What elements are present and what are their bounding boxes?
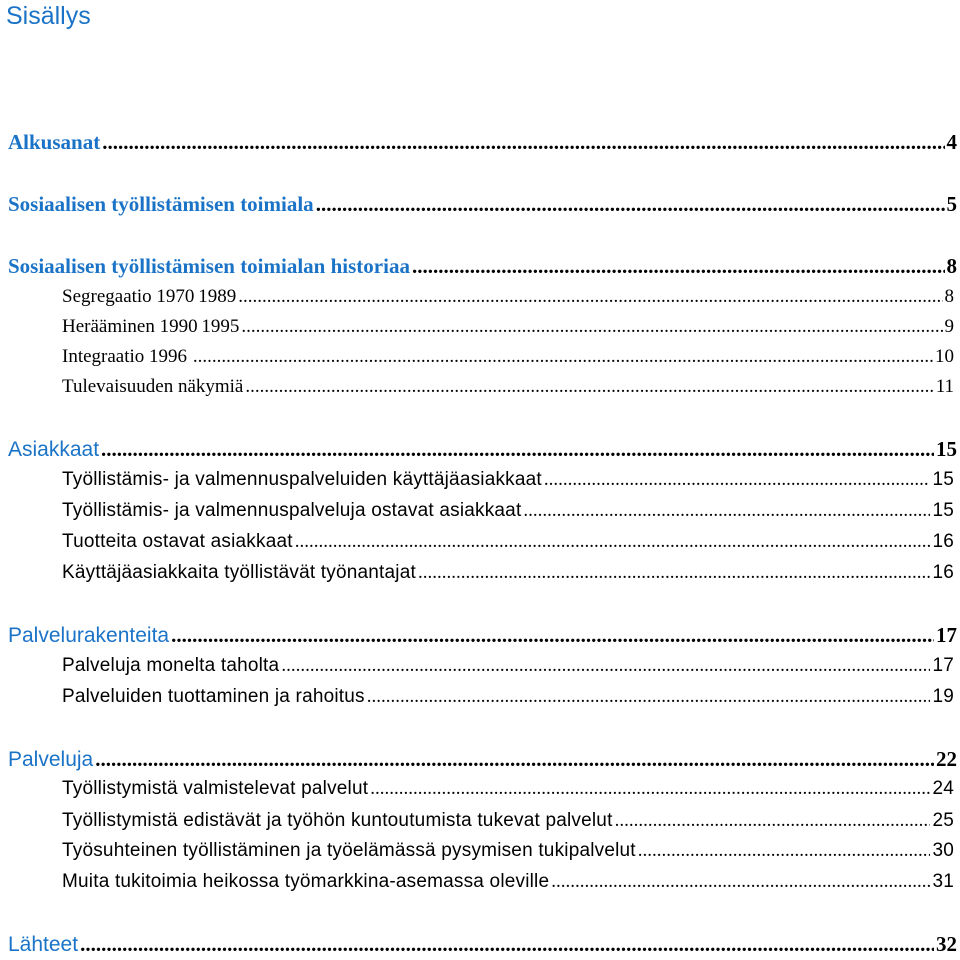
toc-entry-title: Työllistämis- ja valmennuspalveluja ostavat asiakkaat <box>62 500 522 521</box>
toc-subentry-integraatio[interactable] <box>62 346 954 368</box>
toc-entry-asiakkaat[interactable] <box>8 437 957 462</box>
toc-dot-leader <box>95 747 934 772</box>
toc-entry-title: Palveluja <box>8 748 94 771</box>
toc-subentry-muita-tukitoimia[interactable] <box>62 871 954 893</box>
toc-entry-page: 10 <box>935 346 954 367</box>
toc-subentry-tyonantajat[interactable] <box>62 562 954 584</box>
toc-entry-title: Sosiaalisen työllistämisen toimialan historiaa <box>8 254 410 278</box>
toc-entry-title: Tuotteita ostavat asiakkaat <box>62 531 293 552</box>
toc-entry-title: Palveluiden tuottaminen ja rahoitus <box>62 686 365 707</box>
toc-entry-lahteet[interactable] <box>8 932 957 957</box>
toc-entry-page: 24 <box>932 778 954 799</box>
toc-subentry-monelta-taholta[interactable] <box>62 655 954 677</box>
toc-dot-leader <box>245 376 933 398</box>
toc-entry-toimiala[interactable] <box>8 192 957 217</box>
toc-entry-alkusanat[interactable] <box>8 130 957 155</box>
toc-dot-leader <box>241 316 942 338</box>
toc-subentry-segregaatio[interactable] <box>62 286 954 308</box>
toc-dot-leader <box>193 346 933 368</box>
toc-entry-title: Tulevaisuuden näkymiä <box>62 376 244 397</box>
toc-entry-title: Työllistämis- ja valmennuspalveluiden käyttäjäasiakkaat <box>62 469 542 490</box>
toc-entry-page: 11 <box>935 376 954 397</box>
toc-subentry-kayttajaasiakkaat[interactable] <box>62 469 954 491</box>
toc-entry-page: 19 <box>932 686 954 707</box>
toc-dot-leader <box>638 840 931 862</box>
toc-subentry-ostavat-asiakkaat[interactable] <box>62 500 954 522</box>
toc-entry-page: 15 <box>932 469 954 490</box>
toc-entry-title: Segregaatio 1970 1989 <box>62 286 237 307</box>
toc-subentry-tyosuhteinen[interactable] <box>62 840 954 862</box>
toc-entry-page: 25 <box>932 810 954 831</box>
toc-entry-page: 30 <box>932 840 954 861</box>
toc-dot-leader <box>316 192 945 217</box>
toc-dot-leader <box>102 130 944 155</box>
toc-entry-palvelurakenteita[interactable] <box>8 623 957 648</box>
page-title: Sisällys <box>6 2 91 30</box>
toc-dot-leader <box>523 500 930 522</box>
toc-entry-page: 8 <box>944 286 954 307</box>
toc-subentry-valmistelevat[interactable] <box>62 778 954 800</box>
toc-entry-page: 17 <box>936 623 957 647</box>
toc-subentry-tuotteita-ostavat[interactable] <box>62 531 954 553</box>
toc-entry-page: 16 <box>932 531 954 552</box>
toc-entry-title: Työllistymistä valmistelevat palvelut <box>62 778 369 799</box>
toc-entry-page: 22 <box>936 747 957 771</box>
toc-entry-page: 15 <box>936 437 957 461</box>
toc-entry-title: Alkusanat <box>8 130 101 154</box>
toc-dot-leader <box>80 932 934 957</box>
toc-entry-title: Työllistymistä edistävät ja työhön kuntoutumista tukevat palvelut <box>62 810 613 831</box>
toc-dot-leader <box>367 686 931 708</box>
toc-subentry-tuottaminen-rahoitus[interactable] <box>62 686 954 708</box>
toc-entry-title: Sosiaalisen työllistämisen toimiala <box>8 192 314 216</box>
toc-entry-title: Työsuhteinen työllistäminen ja työelämässä pysymisen tukipalvelut <box>62 840 636 861</box>
toc-dot-leader <box>370 778 930 800</box>
toc-entry-historiaa[interactable] <box>8 254 957 279</box>
toc-entry-title: Lähteet <box>8 933 79 956</box>
toc-dot-leader <box>615 810 931 832</box>
toc-entry-title: Herääminen 1990 1995 <box>62 316 240 337</box>
toc-entry-page: 5 <box>946 192 957 216</box>
toc-entry-page: 16 <box>932 562 954 583</box>
toc-entry-page: 32 <box>936 932 957 956</box>
toc-dot-leader <box>238 286 942 308</box>
toc-dot-leader <box>171 623 934 648</box>
toc-entry-page: 31 <box>932 871 954 892</box>
toc-subentry-heraaminen[interactable] <box>62 316 954 338</box>
toc-dot-leader <box>418 562 930 584</box>
toc-dot-leader <box>412 254 945 279</box>
toc-dot-leader <box>544 469 931 491</box>
toc-dot-leader <box>551 871 930 893</box>
toc-entry-page: 17 <box>932 655 954 676</box>
toc-entry-page: 4 <box>946 130 957 154</box>
toc-entry-title: Palveluja monelta taholta <box>62 655 280 676</box>
toc-entry-palveluja[interactable] <box>8 747 957 772</box>
toc-subentry-tulevaisuus[interactable] <box>62 376 954 398</box>
toc-dot-leader <box>101 437 934 462</box>
toc-entry-title: Asiakkaat <box>8 438 100 461</box>
toc-dot-leader <box>281 655 930 677</box>
toc-entry-title: Palvelurakenteita <box>8 624 170 647</box>
toc-entry-page: 9 <box>944 316 954 337</box>
toc-entry-title: Muita tukitoimia heikossa työmarkkina-asemassa oleville <box>62 871 550 892</box>
toc-entry-title: Integraatio 1996 <box>62 346 191 367</box>
toc-dot-leader <box>295 531 931 553</box>
toc-entry-page: 8 <box>946 254 957 278</box>
toc-entry-title: Käyttäjäasiakkaita työllistävät työnantajat <box>62 562 416 583</box>
toc-entry-page: 15 <box>932 500 954 521</box>
toc-subentry-edistavat[interactable] <box>62 810 954 832</box>
